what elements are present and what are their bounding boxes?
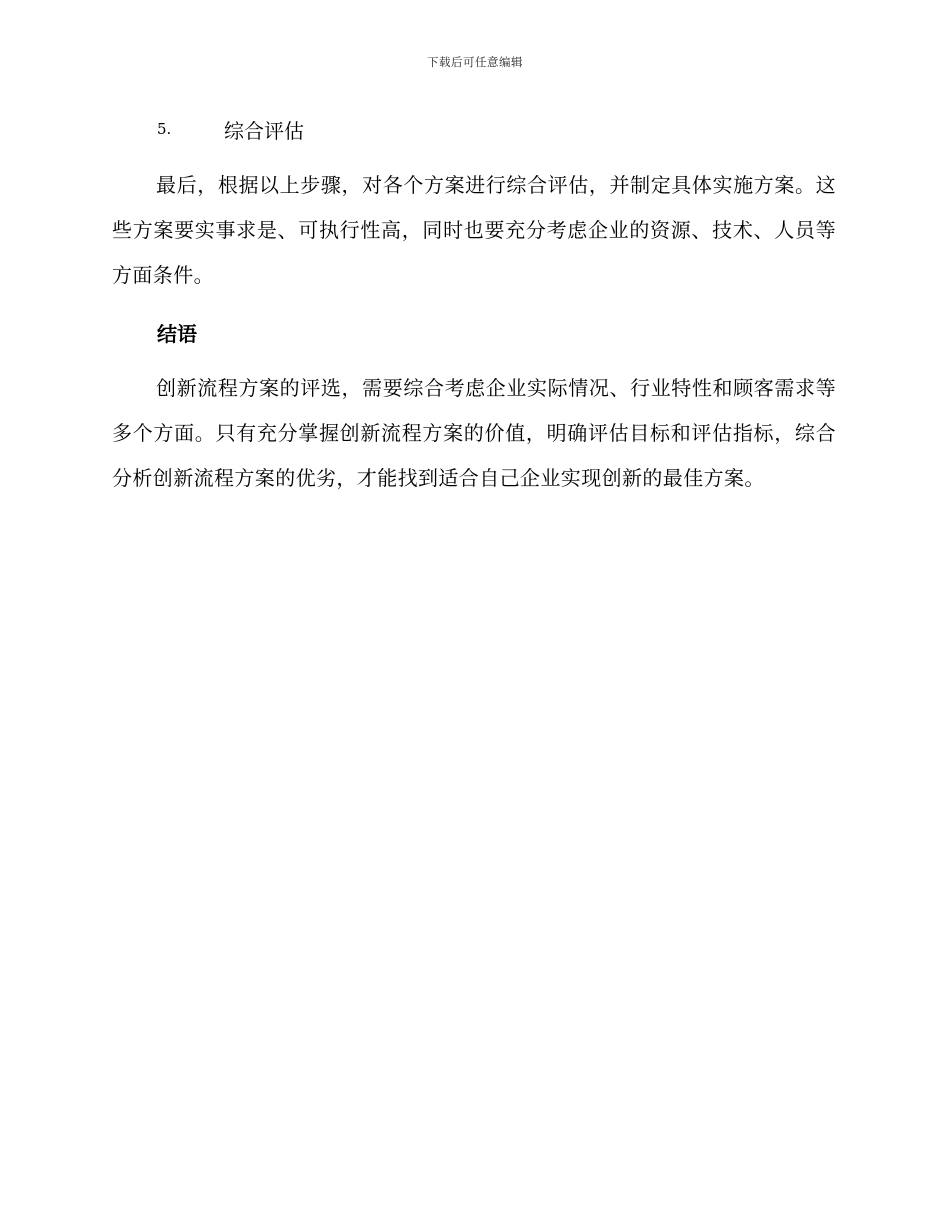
section-title: 综合评估 [224,118,304,143]
section-paragraph: 最后，根据以上步骤，对各个方案进行综合评估，并制定具体实施方案。这些方案要实事求是、可执行性高，同时也要充分考虑企业的资源、技术、人员等方面条件。 [112,173,836,287]
conclusion-paragraph: 创新流程方案的评选，需要综合考虑企业实际情况、行业特性和顾客需求等多个方面。只有充分掌握创新流程方案的价值，明确评估目标和评估指标，综合分析创新流程方案的优劣，才能找到适合自己企业实现创新的最佳方案。 [112,376,836,490]
page-header-note: 下载后可任意编辑 [427,55,523,69]
section-number: 5. [157,120,172,138]
section-heading [157,114,304,144]
conclusion-heading: 结语 [157,322,197,346]
